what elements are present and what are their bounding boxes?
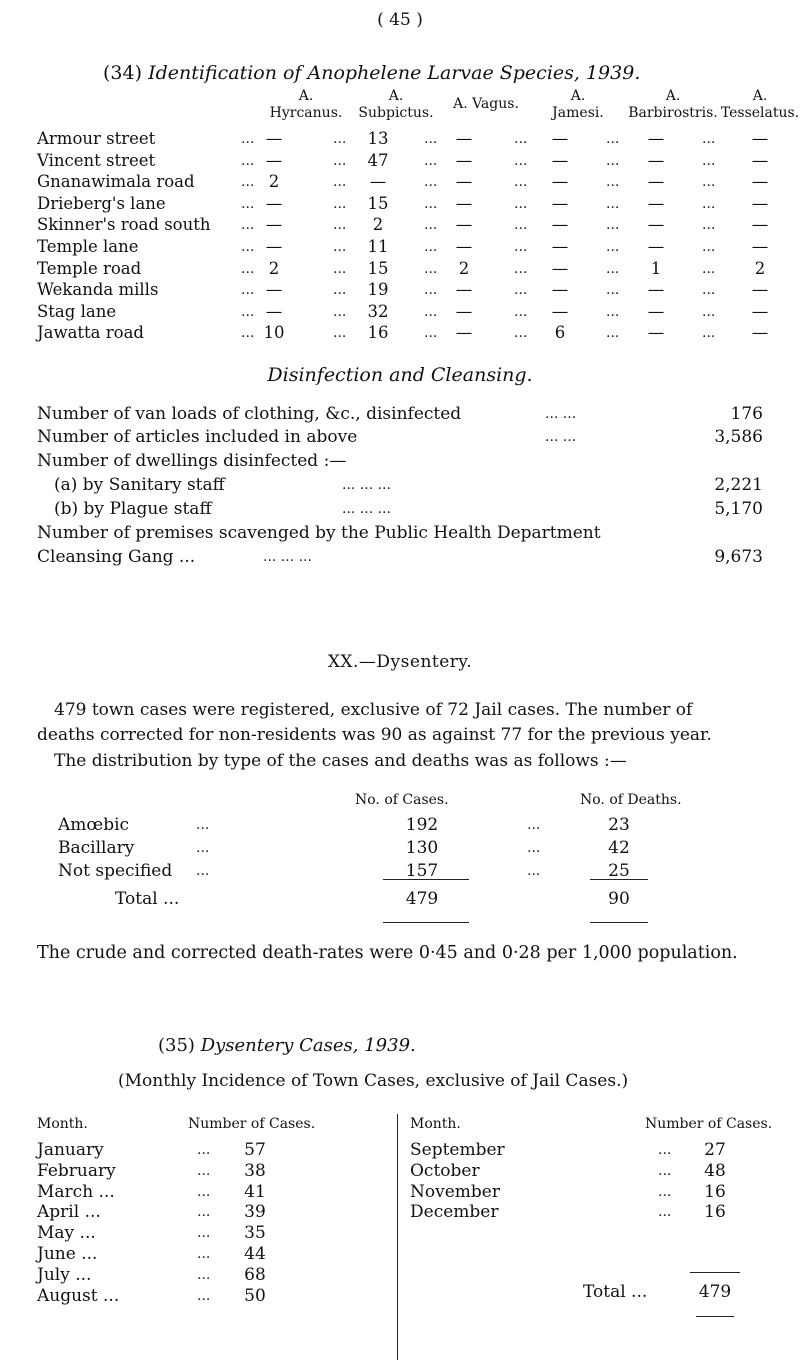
leader-dots: ...: [424, 282, 438, 299]
table35-total: 479: [698, 1282, 732, 1302]
table35-title: [158, 1035, 416, 1056]
leader-dots: ...: [241, 195, 255, 212]
leader-dots: ...: [197, 1142, 211, 1158]
column-header-species: Hyrcanus.: [269, 105, 343, 121]
dysentery-type-deaths: 25: [608, 861, 630, 881]
column-header-genus: A.: [752, 88, 768, 104]
table34-cell: —: [455, 129, 473, 148]
table34-row-label: Drieberg's lane: [37, 193, 166, 213]
month-cases: 27: [704, 1140, 726, 1160]
month-label: March ...: [37, 1181, 115, 1202]
leader-dots: ... ... ...: [342, 501, 391, 517]
leader-dots: ... ...: [545, 429, 577, 445]
leader-dots: ...: [702, 174, 716, 191]
leader-dots: ...: [241, 152, 255, 169]
month-cases: 35: [244, 1223, 266, 1244]
table34-cell: —: [455, 301, 473, 321]
disinfection-line-value: 2,221: [714, 475, 763, 495]
table34-cell: 32: [367, 301, 389, 321]
table34-cell: 2: [458, 258, 470, 278]
table35-total-rule: [696, 1316, 734, 1317]
table35-subtitle: (Monthly Incidence of Town Cases, exclusive of Jail Cases.): [118, 1071, 629, 1091]
leader-dots: ...: [241, 303, 255, 320]
table34-title-text: Identification of Anophelene Larvae Species, 1939.: [148, 62, 641, 84]
leader-dots: ...: [514, 217, 528, 234]
table34-cell: —: [551, 172, 569, 192]
table34-cell: 2: [754, 258, 766, 278]
disinfection-line-text: (b) by Plague staff: [54, 499, 212, 519]
table34-number: (34): [103, 62, 143, 84]
table34-cell: —: [751, 301, 769, 321]
column-header-genus: A.: [388, 88, 404, 104]
leader-dots: ...: [514, 131, 528, 147]
leader-dots: ...: [702, 282, 716, 299]
table34-cell: —: [647, 129, 665, 148]
leader-dots: ...: [333, 131, 347, 147]
table35-number: (35): [158, 1035, 195, 1056]
month-cases: 44: [244, 1244, 266, 1264]
table34-cell: 2: [268, 172, 280, 192]
table34-cell: —: [265, 129, 283, 148]
disinfection-line-value: 176: [730, 404, 763, 424]
leader-dots: ...: [424, 217, 438, 234]
table34-row-label: Temple road: [37, 258, 142, 278]
table34-cell: —: [551, 150, 569, 170]
column-header-genus: A.: [665, 88, 681, 104]
disinfection-line-text: Number of articles included in above: [37, 427, 358, 447]
leader-dots: ...: [424, 195, 438, 212]
dysentery-total-label: Total ...: [115, 889, 180, 909]
month-cases: 38: [244, 1160, 266, 1181]
table34-row-label: Jawatta road: [37, 323, 144, 343]
disinfection-line-text: Number of van loads of clothing, &c., disinfected: [37, 404, 462, 424]
leader-dots: ...: [424, 303, 438, 320]
leader-dots: ...: [424, 152, 438, 169]
leader-dots: ...: [333, 217, 347, 234]
leader-dots: ...: [514, 260, 528, 277]
leader-dots: ...: [606, 152, 620, 169]
leader-dots: ...: [514, 325, 528, 342]
dysentery-col-deaths: No. of Deaths.: [580, 792, 682, 808]
leader-dots: ...: [702, 131, 716, 147]
column-header-species: Barbirostris.: [628, 105, 718, 121]
leader-dots: ...: [606, 303, 620, 320]
leader-dots: ...: [241, 325, 255, 342]
table34-cell: —: [751, 237, 769, 256]
leader-dots: ...: [424, 260, 438, 277]
month-cases: 68: [244, 1264, 266, 1285]
dysentery-type-cases: 192: [405, 815, 439, 835]
leader-dots: ...: [333, 325, 347, 342]
leader-dots: ...: [241, 217, 255, 234]
leader-dots: ... ...: [545, 406, 577, 422]
table34-cell: —: [455, 323, 473, 343]
leader-dots: ...: [424, 239, 438, 255]
leader-dots: ...: [514, 303, 528, 320]
leader-dots: ...: [241, 174, 255, 191]
leader-dots: ...: [514, 152, 528, 169]
leader-dots: ...: [527, 863, 541, 879]
leader-dots: ...: [606, 195, 620, 212]
cases-sum-rule: [383, 879, 469, 880]
table35-right-head-cases: Number of Cases.: [645, 1116, 773, 1132]
leader-dots: ...: [241, 239, 255, 255]
dysentery-type-cases: 157: [405, 861, 439, 881]
leader-dots: ...: [514, 239, 528, 255]
table34-cell: —: [551, 301, 569, 321]
table34-cell: —: [265, 150, 283, 170]
leader-dots: ...: [333, 152, 347, 169]
leader-dots: ...: [333, 260, 347, 277]
table34-cell: —: [647, 193, 665, 213]
table34-cell: —: [751, 323, 769, 343]
leader-dots: ...: [333, 239, 347, 255]
dysentery-para-line2: deaths corrected for non-residents was 90 as against 77 for the previous year.: [37, 725, 712, 745]
dysentery-type-label: Bacillary: [58, 838, 135, 858]
table34-cell: —: [455, 280, 473, 300]
leader-dots: ...: [658, 1204, 672, 1221]
table34-row-label: Wekanda mills: [37, 280, 159, 300]
leader-dots: ...: [241, 131, 255, 147]
dysentery-type-label: Not specified: [58, 861, 173, 881]
leader-dots: ...: [333, 282, 347, 299]
table34-cell: 6: [554, 323, 566, 343]
table34-cell: —: [551, 280, 569, 300]
table34-cell: —: [551, 215, 569, 235]
table34-cell: 10: [263, 323, 285, 343]
month-label: November: [410, 1181, 500, 1202]
table34-cell: 11: [367, 237, 389, 256]
leader-dots: ...: [702, 260, 716, 277]
leader-dots: ... ... ...: [342, 477, 391, 493]
disinfection-line-value: 9,673: [714, 547, 763, 567]
disinfection-title: Disinfection and Cleansing.: [267, 364, 533, 386]
table35-left-head-cases: Number of Cases.: [188, 1116, 316, 1132]
table34-cell: —: [455, 150, 473, 170]
dysentery-col-cases: No. of Cases.: [355, 792, 449, 808]
leader-dots: ...: [241, 260, 255, 277]
table34-cell: —: [647, 323, 665, 343]
disinfection-line-text: Number of premises scavenged by the Public Health Department: [37, 523, 601, 543]
table34-cell: —: [751, 280, 769, 300]
leader-dots: ...: [197, 1266, 211, 1283]
table34-cell: —: [265, 215, 283, 235]
death-rates-line: The crude and corrected death-rates were 0·45 and 0·28 per 1,000 population.: [37, 943, 738, 963]
table35-total-label: Total ...: [583, 1282, 648, 1302]
disinfection-line-value: 5,170: [714, 499, 763, 519]
table34-cell: —: [265, 280, 283, 300]
leader-dots: ...: [197, 1162, 211, 1179]
table34-cell: —: [751, 193, 769, 213]
table34-cell: 15: [367, 193, 389, 213]
leader-dots: ...: [702, 303, 716, 320]
column-header-species: Jamesi.: [552, 105, 604, 121]
month-cases: 39: [244, 1202, 266, 1223]
table34-row-label: Skinner's road south: [37, 215, 211, 235]
leader-dots: ...: [241, 282, 255, 299]
dysentery-para-line3: The distribution by type of the cases and deaths was as follows :—: [54, 751, 627, 771]
disinfection-line-text: Cleansing Gang ...: [37, 547, 196, 567]
leader-dots: ...: [196, 840, 210, 856]
dysentery-type-cases: 130: [405, 838, 439, 858]
table34-cell: —: [647, 301, 665, 321]
month-label: May ...: [37, 1223, 96, 1244]
dysentery-para-line1: 479 town cases were registered, exclusive of 72 Jail cases. The number of: [54, 700, 693, 720]
table34-cell: —: [647, 150, 665, 170]
month-label: July ...: [37, 1264, 92, 1285]
leader-dots: ...: [424, 174, 438, 191]
leader-dots: ...: [514, 174, 528, 191]
month-cases: 16: [704, 1202, 726, 1223]
month-label: January: [37, 1140, 104, 1160]
leader-dots: ...: [658, 1162, 672, 1179]
column-header-genus: A.: [298, 88, 314, 104]
table34-cell: —: [265, 193, 283, 213]
table34-cell: —: [455, 193, 473, 213]
table35-title-text: Dysentery Cases, 1939.: [200, 1035, 416, 1056]
dysentery-type-deaths: 23: [608, 815, 630, 835]
table35-sum-rule: [690, 1272, 740, 1273]
dysentery-heading: XX.—Dysentery.: [327, 652, 473, 672]
table34-cell: —: [369, 172, 387, 192]
table34-row-label: Temple lane: [37, 237, 139, 256]
leader-dots: ...: [197, 1183, 211, 1200]
table34-row-label: Armour street: [37, 129, 156, 148]
leader-dots: ...: [424, 131, 438, 147]
table34-cell: 15: [367, 258, 389, 278]
disinfection-line-value: 3,586: [714, 427, 763, 447]
leader-dots: ...: [702, 239, 716, 255]
leader-dots: ...: [606, 260, 620, 277]
disinfection-line-text: Number of dwellings disinfected :—: [37, 451, 347, 471]
table34-cell: —: [751, 172, 769, 192]
month-label: June ...: [37, 1244, 98, 1264]
table34-cell: —: [265, 301, 283, 321]
table34-title: [103, 62, 640, 84]
table34-cell: —: [551, 129, 569, 148]
month-label: February: [37, 1160, 116, 1181]
table34-cell: —: [551, 258, 569, 278]
leader-dots: ...: [424, 325, 438, 342]
table34-cell: —: [265, 237, 283, 256]
leader-dots: ...: [702, 325, 716, 342]
table34-cell: —: [455, 237, 473, 256]
dysentery-total-deaths: 90: [608, 889, 630, 909]
month-label: September: [410, 1140, 505, 1160]
table34-cell: —: [647, 280, 665, 300]
column-header-species: Subpictus.: [358, 105, 434, 121]
table34-cell: 2: [372, 215, 384, 235]
table34-cell: —: [551, 193, 569, 213]
table34-cell: —: [751, 215, 769, 235]
page-number: ( 45 ): [377, 10, 423, 30]
leader-dots: ...: [196, 817, 210, 833]
table35-right-head-month: Month.: [410, 1116, 461, 1132]
table34-cell: —: [751, 129, 769, 148]
dysentery-type-label: Amœbic: [58, 815, 130, 835]
leader-dots: ...: [333, 195, 347, 212]
table34-row-label: Stag lane: [37, 301, 117, 321]
month-label: December: [410, 1202, 499, 1223]
leader-dots: ...: [197, 1204, 211, 1221]
month-cases: 16: [704, 1181, 726, 1202]
table34-cell: 47: [367, 150, 389, 170]
column-header-genus: A.: [570, 88, 586, 104]
month-label: October: [410, 1160, 480, 1181]
leader-dots: ...: [658, 1142, 672, 1158]
column-header-species: A. Vagus.: [453, 96, 519, 112]
table34-cell: —: [455, 172, 473, 192]
leader-dots: ...: [702, 217, 716, 234]
table34-row-label: Vincent street: [37, 150, 156, 170]
table34-cell: —: [455, 215, 473, 235]
leader-dots: ...: [527, 817, 541, 833]
table34-row-label: Gnanawimala road: [37, 172, 195, 192]
table34-cell: 13: [367, 129, 389, 148]
table34-cell: —: [751, 150, 769, 170]
leader-dots: ...: [514, 282, 528, 299]
month-cases: 50: [244, 1285, 266, 1306]
table35-left-head-month: Month.: [37, 1116, 88, 1132]
month-cases: 48: [704, 1160, 726, 1181]
leader-dots: ...: [606, 131, 620, 147]
leader-dots: ...: [196, 863, 210, 879]
month-cases: 57: [244, 1140, 266, 1160]
month-cases: 41: [244, 1181, 266, 1202]
table34-cell: 16: [367, 323, 389, 343]
leader-dots: ...: [606, 174, 620, 191]
dysentery-total-cases: 479: [405, 889, 439, 909]
leader-dots: ...: [197, 1225, 211, 1242]
column-header-species: Tesselatus.: [720, 105, 800, 121]
leader-dots: ...: [527, 840, 541, 856]
leader-dots: ...: [197, 1287, 211, 1304]
leader-dots: ...: [658, 1183, 672, 1200]
month-label: April ...: [37, 1202, 101, 1223]
table35-divider: [397, 1114, 398, 1360]
dysentery-type-deaths: 42: [608, 838, 630, 858]
leader-dots: ...: [702, 195, 716, 212]
table34-cell: —: [647, 172, 665, 192]
deaths-sum-rule: [590, 879, 648, 880]
cases-total-rule: [383, 922, 469, 923]
table34-cell: 2: [268, 258, 280, 278]
leader-dots: ...: [606, 325, 620, 342]
table34-cell: —: [647, 237, 665, 256]
month-label: August ...: [37, 1285, 120, 1306]
table34-cell: —: [551, 237, 569, 256]
deaths-total-rule: [590, 922, 648, 923]
leader-dots: ...: [606, 282, 620, 299]
leader-dots: ...: [702, 152, 716, 169]
leader-dots: ...: [606, 239, 620, 255]
leader-dots: ... ... ...: [263, 549, 312, 565]
leader-dots: ...: [333, 303, 347, 320]
leader-dots: ...: [333, 174, 347, 191]
table34-cell: —: [647, 215, 665, 235]
leader-dots: ...: [514, 195, 528, 212]
table34-cell: 1: [650, 258, 662, 278]
disinfection-line-text: (a) by Sanitary staff: [54, 475, 225, 495]
table34-cell: 19: [367, 280, 389, 300]
leader-dots: ...: [606, 217, 620, 234]
leader-dots: ...: [197, 1246, 211, 1262]
